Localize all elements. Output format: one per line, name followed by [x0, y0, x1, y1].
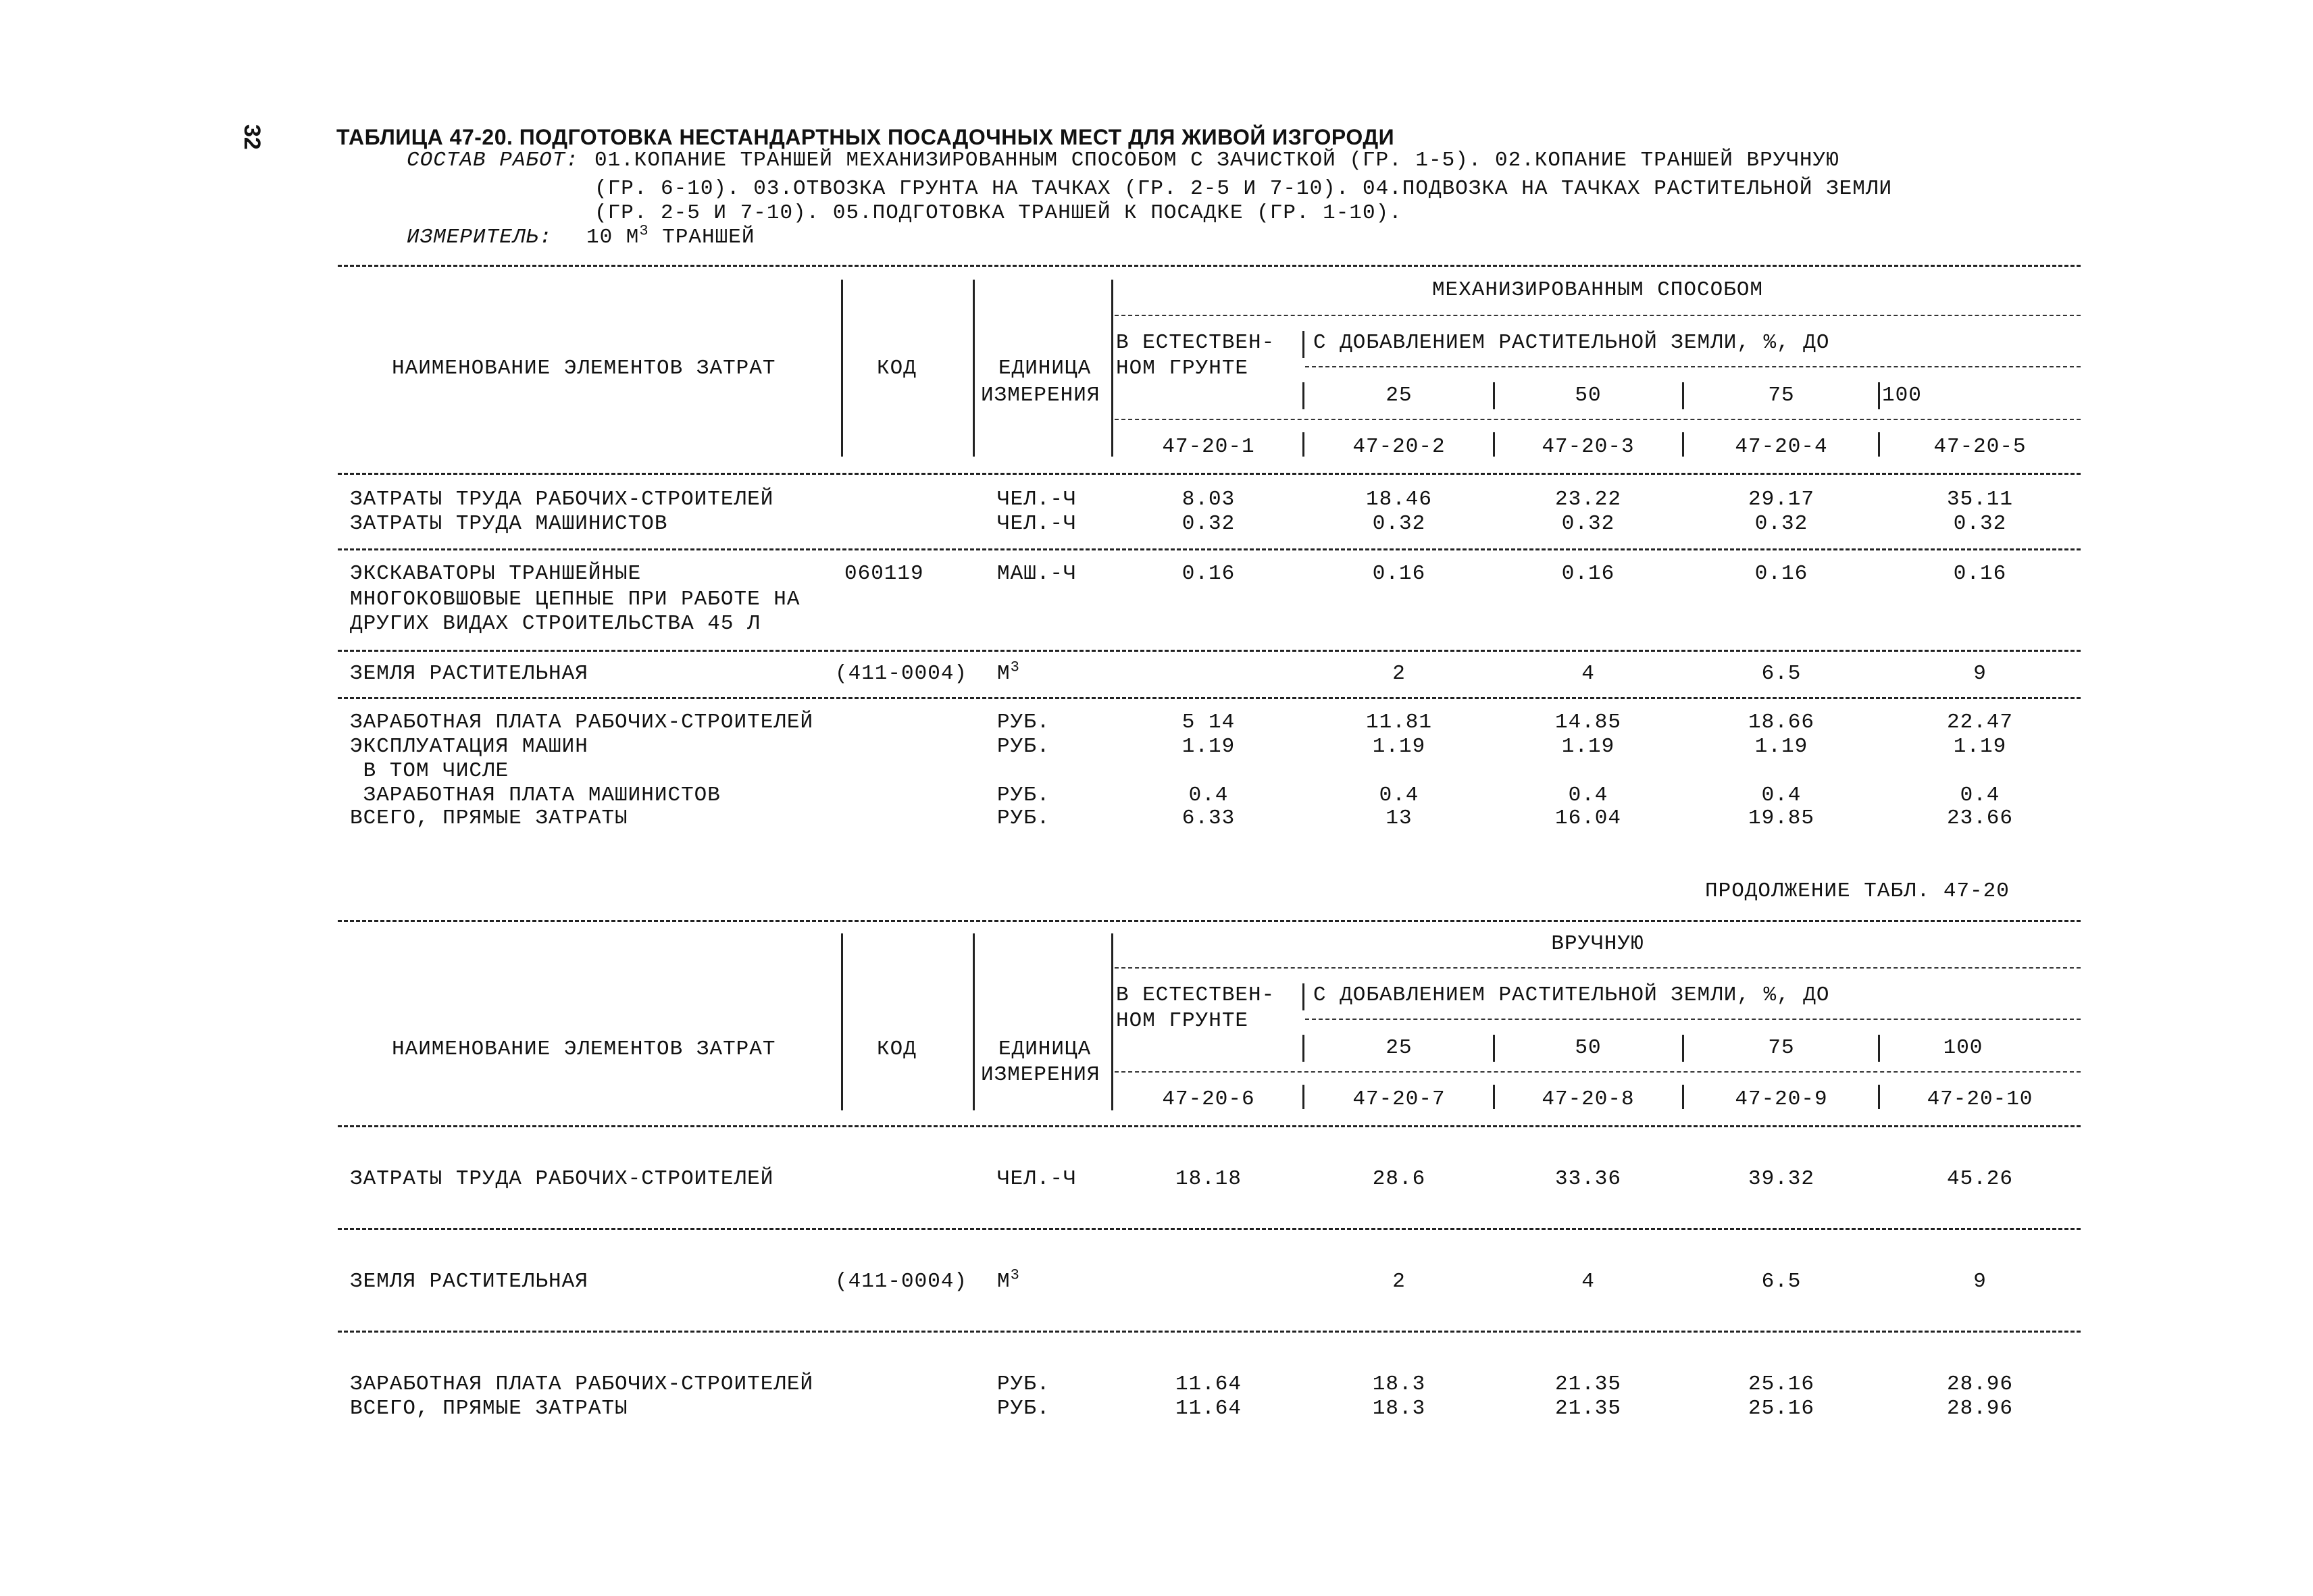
cell-value: 11.81 — [1365, 711, 1432, 734]
composition-line: (ГР. 6-10). 03.ОТВОЗКА ГРУНТА НА ТАЧКАХ (ГР. 2-5 И 7-10). 04.ПОДВОЗКА НА ТАЧКАХ РАСТИТЕЛЬНОЙ ЗЕМЛИ — [594, 177, 1893, 201]
column-code: 47-20-1 — [1162, 435, 1255, 459]
cell-value: 0.16 — [1181, 562, 1236, 586]
cell-value: 28.96 — [1946, 1397, 2013, 1420]
cell-value: 21.35 — [1554, 1397, 1621, 1420]
header-added: С ДОБАВЛЕНИЕМ РАСТИТЕЛЬНОЙ ЗЕМЛИ, %, ДО — [1313, 983, 1830, 1007]
cell-value: 0.32 — [1181, 512, 1236, 536]
header-unit-col: ИЗМЕРЕНИЯ — [981, 384, 1100, 407]
header-pct: 50 — [1575, 1036, 1602, 1060]
cell-value: 1.19 — [1754, 735, 1808, 758]
column-code: 47-20-8 — [1542, 1087, 1635, 1111]
row-unit: РУБ. — [997, 735, 1050, 758]
row-unit: МАШ.-Ч — [997, 562, 1077, 586]
cell-value: 23.66 — [1946, 806, 2013, 830]
row-name: ЗАТРАТЫ ТРУДА РАБОЧИХ-СТРОИТЕЛЕЙ — [350, 1167, 774, 1191]
continuation-note: ПРОДОЛЖЕНИЕ ТАБЛ. 47-20 — [1705, 879, 2010, 903]
cell-value: 18.3 — [1372, 1397, 1426, 1420]
row-unit: РУБ. — [997, 783, 1050, 807]
column-code: 47-20-3 — [1542, 435, 1635, 459]
header-name-col: НАИМЕНОВАНИЕ ЭЛЕМЕНТОВ ЗАТРАТ — [392, 1037, 776, 1061]
cell-value: 8.03 — [1181, 488, 1236, 511]
row-unit: $М^3$ — [997, 1266, 1020, 1293]
header-natural: В ЕСТЕСТВЕН- — [1116, 983, 1275, 1007]
column-code: 47-20-9 — [1735, 1087, 1828, 1111]
cell-value: 0.4 — [1188, 783, 1229, 807]
cell-value: 0.16 — [1953, 562, 2007, 586]
cell-value: 0.32 — [1561, 512, 1615, 536]
cell-value: 5 14 — [1181, 711, 1236, 734]
column-code: 47-20-6 — [1162, 1087, 1255, 1111]
composition-line: (ГР. 2-5 И 7-10). 05.ПОДГОТОВКА ТРАНШЕЙ К ПОСАДКЕ (ГР. 1-10). — [594, 201, 1402, 225]
cell-value: 6.33 — [1181, 806, 1236, 830]
cell-value: 0.4 — [1960, 783, 2000, 807]
row-unit: ЧЕЛ.-Ч — [997, 488, 1077, 511]
cell-value: 0.4 — [1761, 783, 1802, 807]
meter-label: ИЗМЕРИТЕЛЬ: — [407, 226, 553, 249]
table-title: ТАБЛИЦА 47-20. ПОДГОТОВКА НЕСТАНДАРТНЫХ ПОСАДОЧНЫХ МЕСТ ДЛЯ ЖИВОЙ ИЗГОРОДИ — [336, 125, 1395, 149]
cell-value: 28.96 — [1946, 1372, 2013, 1396]
cell-value: 21.35 — [1554, 1372, 1621, 1396]
cell-value: 33.36 — [1554, 1167, 1621, 1191]
row-unit: $М^3$ — [997, 659, 1020, 686]
cell-value: 1.19 — [1372, 735, 1426, 758]
row-unit: РУБ. — [997, 1372, 1050, 1396]
cell-value: 1.19 — [1561, 735, 1615, 758]
row-name: ЗЕМЛЯ РАСТИТЕЛЬНАЯ — [350, 1270, 588, 1293]
row-name: ЗАРАБОТНАЯ ПЛАТА РАБОЧИХ-СТРОИТЕЛЕЙ — [350, 711, 814, 734]
cell-value: 23.22 — [1554, 488, 1621, 511]
cell-value: 35.11 — [1946, 488, 2013, 511]
cell-value: 11.64 — [1175, 1372, 1242, 1396]
cell-value: 45.26 — [1946, 1167, 2013, 1191]
header-pct: 50 — [1575, 384, 1602, 407]
row-unit: ЧЕЛ.-Ч — [997, 512, 1077, 536]
column-code: 47-20-5 — [1933, 435, 2027, 459]
cell-value: 0.32 — [1372, 512, 1426, 536]
cell-value: 0.16 — [1372, 562, 1426, 586]
header-added: С ДОБАВЛЕНИЕМ РАСТИТЕЛЬНОЙ ЗЕМЛИ, %, ДО — [1313, 331, 1830, 355]
cell-value: 1.19 — [1953, 735, 2007, 758]
cell-value: 22.47 — [1946, 711, 2013, 734]
row-unit: РУБ. — [997, 1397, 1050, 1420]
row-name: ДРУГИХ ВИДАХ СТРОИТЕЛЬСТВА 45 Л — [350, 612, 761, 636]
row-code: (411-0004) — [835, 1270, 968, 1293]
row-name: ВСЕГО, ПРЯМЫЕ ЗАТРАТЫ — [350, 806, 628, 830]
cell-value: 25.16 — [1748, 1372, 1814, 1396]
cell-value: 29.17 — [1748, 488, 1814, 511]
header-code-col: КОД — [877, 1037, 917, 1061]
column-code: 47-20-7 — [1352, 1087, 1446, 1111]
row-unit: РУБ. — [997, 711, 1050, 734]
meter-value: 10 $М^3$ ТРАНШЕЙ — [586, 222, 755, 249]
cell-value: 14.85 — [1554, 711, 1621, 734]
column-code: 47-20-2 — [1352, 435, 1446, 459]
header-unit-col: ЕДИНИЦА — [998, 357, 1092, 380]
cell-value: 6.5 — [1761, 1270, 1802, 1293]
composition-label: СОСТАВ РАБОТ: — [407, 149, 579, 172]
column-code: 47-20-10 — [1927, 1087, 2033, 1111]
row-unit: ЧЕЛ.-Ч — [997, 1167, 1077, 1191]
row-name: ЭКСКАВАТОРЫ ТРАНШЕЙНЫЕ — [350, 562, 642, 586]
page-number: 32 — [239, 124, 265, 150]
cell-value: 2 — [1392, 1270, 1406, 1293]
row-name: В ТОМ ЧИСЛЕ — [350, 759, 509, 783]
row-name: ЭКСПЛУАТАЦИЯ МАШИН — [350, 735, 588, 758]
row-name: ВСЕГО, ПРЯМЫЕ ЗАТРАТЫ — [350, 1397, 628, 1420]
header-pct: 75 — [1768, 384, 1795, 407]
cell-value: 28.6 — [1372, 1167, 1426, 1191]
row-code: 060119 — [844, 562, 924, 586]
header-pct: 75 — [1768, 1036, 1795, 1060]
cell-value: 39.32 — [1748, 1167, 1814, 1191]
cell-value: 25.16 — [1748, 1397, 1814, 1420]
cell-value: 19.85 — [1748, 806, 1814, 830]
method-header: МЕХАНИЗИРОВАННЫМ СПОСОБОМ — [1431, 278, 1764, 302]
cell-value: 9 — [1973, 1270, 1987, 1293]
row-name: ЗАТРАТЫ ТРУДА РАБОЧИХ-СТРОИТЕЛЕЙ — [350, 488, 774, 511]
cell-value: 18.46 — [1365, 488, 1432, 511]
cell-value: 0.4 — [1568, 783, 1608, 807]
header-pct: 100 — [1943, 1036, 1983, 1060]
cell-value: 18.3 — [1372, 1372, 1426, 1396]
row-name: МНОГОКОВШОВЫЕ ЦЕПНЫЕ ПРИ РАБОТЕ НА — [350, 588, 800, 611]
header-natural: НОМ ГРУНТЕ — [1116, 1009, 1249, 1033]
cell-value: 0.16 — [1561, 562, 1615, 586]
header-code-col: КОД — [877, 357, 917, 380]
row-name: ЗЕМЛЯ РАСТИТЕЛЬНАЯ — [350, 662, 588, 686]
cell-value: 9 — [1973, 662, 1987, 686]
row-unit: РУБ. — [997, 806, 1050, 830]
cell-value: 2 — [1392, 662, 1406, 686]
cell-value: 18.18 — [1175, 1167, 1242, 1191]
header-natural: НОМ ГРУНТЕ — [1116, 357, 1249, 380]
column-code: 47-20-4 — [1735, 435, 1828, 459]
cell-value: 11.64 — [1175, 1397, 1242, 1420]
header-unit-col: ИЗМЕРЕНИЯ — [981, 1063, 1100, 1087]
cell-value: 0.32 — [1754, 512, 1808, 536]
row-name: ЗАТРАТЫ ТРУДА МАШИНИСТОВ — [350, 512, 668, 536]
cell-value: 1.19 — [1181, 735, 1236, 758]
cell-value: 18.66 — [1748, 711, 1814, 734]
cell-value: 0.16 — [1754, 562, 1808, 586]
cell-value: 4 — [1581, 1270, 1595, 1293]
row-name: ЗАРАБОТНАЯ ПЛАТА МАШИНИСТОВ — [350, 783, 721, 807]
cell-value: 0.32 — [1953, 512, 2007, 536]
row-name: ЗАРАБОТНАЯ ПЛАТА РАБОЧИХ-СТРОИТЕЛЕЙ — [350, 1372, 814, 1396]
cell-value: 0.4 — [1379, 783, 1419, 807]
cell-value: 6.5 — [1761, 662, 1802, 686]
header-natural: В ЕСТЕСТВЕН- — [1116, 331, 1275, 355]
header-unit-col: ЕДИНИЦА — [998, 1037, 1092, 1061]
composition-line: 01.КОПАНИЕ ТРАНШЕЙ МЕХАНИЗИРОВАННЫМ СПОСОБОМ С ЗАЧИСТКОЙ (ГР. 1-5). 02.КОПАНИЕ ТРАНШЕЙ ВРУЧНУЮ — [594, 149, 1839, 172]
cell-value: 4 — [1581, 662, 1595, 686]
header-pct: 100 — [1882, 384, 1922, 407]
cell-value: 16.04 — [1554, 806, 1621, 830]
row-code: (411-0004) — [835, 662, 968, 686]
method-header: ВРУЧНУЮ — [1551, 932, 1644, 956]
cell-value: 13 — [1386, 806, 1413, 830]
header-name-col: НАИМЕНОВАНИЕ ЭЛЕМЕНТОВ ЗАТРАТ — [392, 357, 776, 380]
header-pct: 25 — [1386, 1036, 1413, 1060]
header-pct: 25 — [1386, 384, 1413, 407]
